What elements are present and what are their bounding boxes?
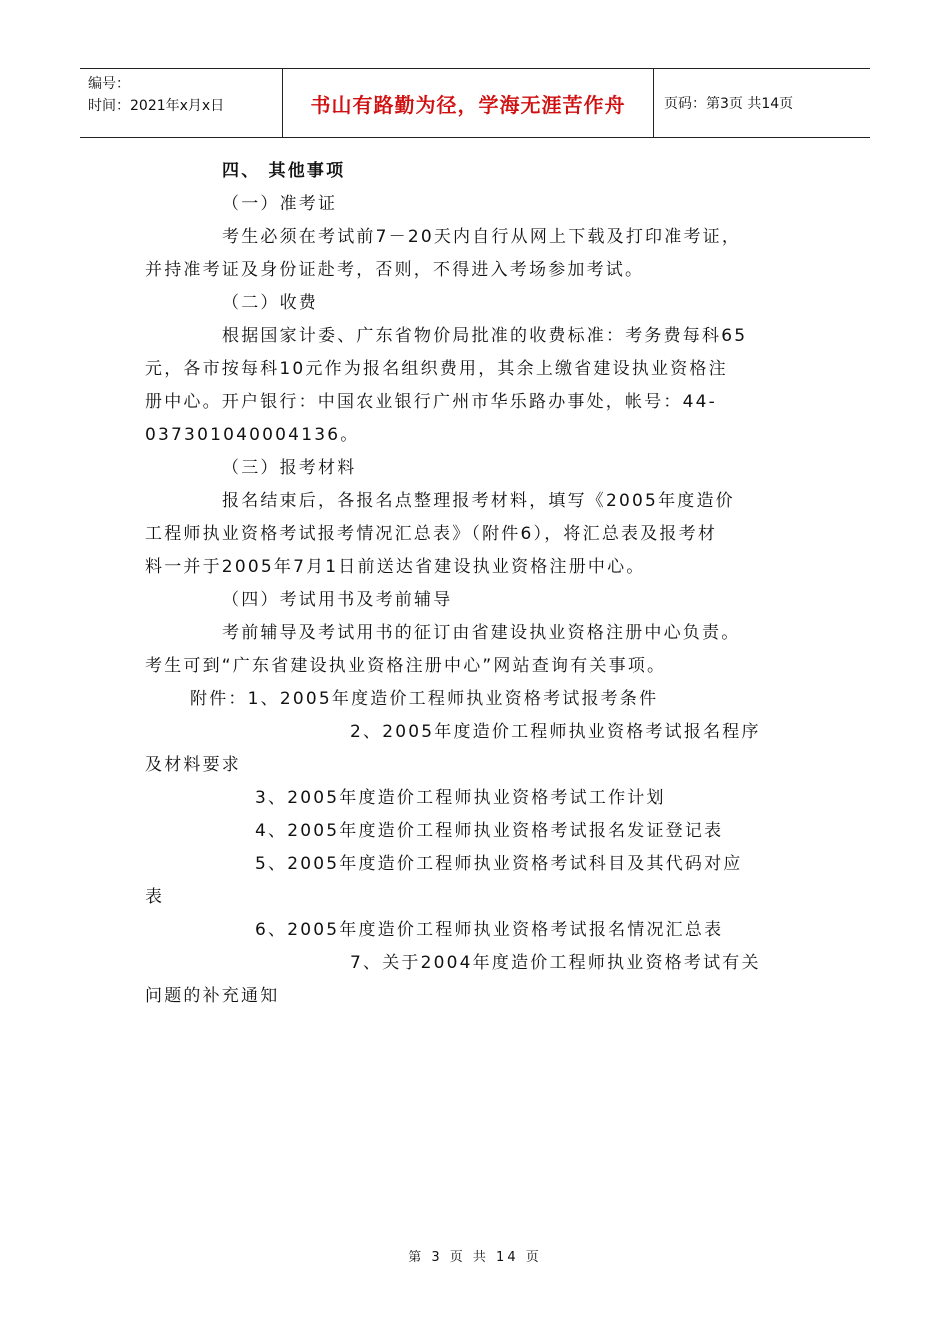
section-heading: 四、 其他事项 <box>222 161 346 181</box>
body-line: 考生可到“广东省建设执业资格注册中心”网站查询有关事项。 <box>145 656 667 676</box>
attachment-item: 7、关于2004年度造价工程师执业资格考试有关 <box>350 953 761 973</box>
attachment-item: 3、2005年度造价工程师执业资格考试工作计划 <box>255 788 666 808</box>
subheading-fees: （二）收费 <box>222 293 318 313</box>
attachment-item: 2、2005年度造价工程师执业资格考试报名程序 <box>350 722 761 742</box>
body-line: 根据国家计委、广东省物价局批准的收费标准：考务费每科65 <box>222 326 748 346</box>
body-line: 考生必须在考试前7－20天内自行从网上下载及打印准考证， <box>222 227 742 247</box>
attachment-item: 4、2005年度造价工程师执业资格考试报名发证登记表 <box>255 821 724 841</box>
body-line: 工程师执业资格考试报考情况汇总表》（附件6），将汇总表及报考材 <box>145 524 718 544</box>
header-left-cell <box>80 69 282 137</box>
header-table <box>80 68 870 138</box>
subheading-books: （四）考试用书及考前辅导 <box>222 590 453 610</box>
attachment-item-continued: 表 <box>145 887 165 907</box>
header-page-label: 页码：第3页 共14页 <box>664 96 794 112</box>
body-line: 并持准考证及身份证赴考，否则，不得进入考场参加考试。 <box>145 260 645 280</box>
attachment-item-continued: 及材料要求 <box>145 755 241 775</box>
attachment-item-continued: 问题的补充通知 <box>145 986 280 1006</box>
body-line: 考前辅导及考试用书的征订由省建设执业资格注册中心负责。 <box>222 623 741 643</box>
subheading-materials: （三）报考材料 <box>222 458 357 478</box>
body-line: 册中心。开户银行：中国农业银行广州市华乐路办事处，帐号：44- <box>145 392 717 412</box>
attachment-item: 6、2005年度造价工程师执业资格考试报名情况汇总表 <box>255 920 724 940</box>
body-line: 料一并于2005年7月1日前送达省建设执业资格注册中心。 <box>145 557 646 577</box>
attachment-item: 5、2005年度造价工程师执业资格考试科目及其代码对应 <box>255 854 743 874</box>
document-number-label: 编号： <box>88 76 130 92</box>
subheading-admission-ticket: （一）准考证 <box>222 194 338 214</box>
body-line: 元，各市按每科10元作为报名组织费用，其余上缴省建设执业资格注 <box>145 359 728 379</box>
page-footer: 第 3 页 共 14 页 <box>408 1250 542 1265</box>
document-time-label: 时间：2021年x月x日 <box>88 98 225 114</box>
header-motto: 书山有路勤为径，学海无涯苦作舟 <box>282 69 654 137</box>
attachment-item: 附件：1、2005年度造价工程师执业资格考试报考条件 <box>190 689 659 709</box>
body-line: 037301040004136。 <box>145 425 360 445</box>
body-line: 报名结束后，各报名点整理报考材料，填写《2005年度造价 <box>222 491 735 511</box>
